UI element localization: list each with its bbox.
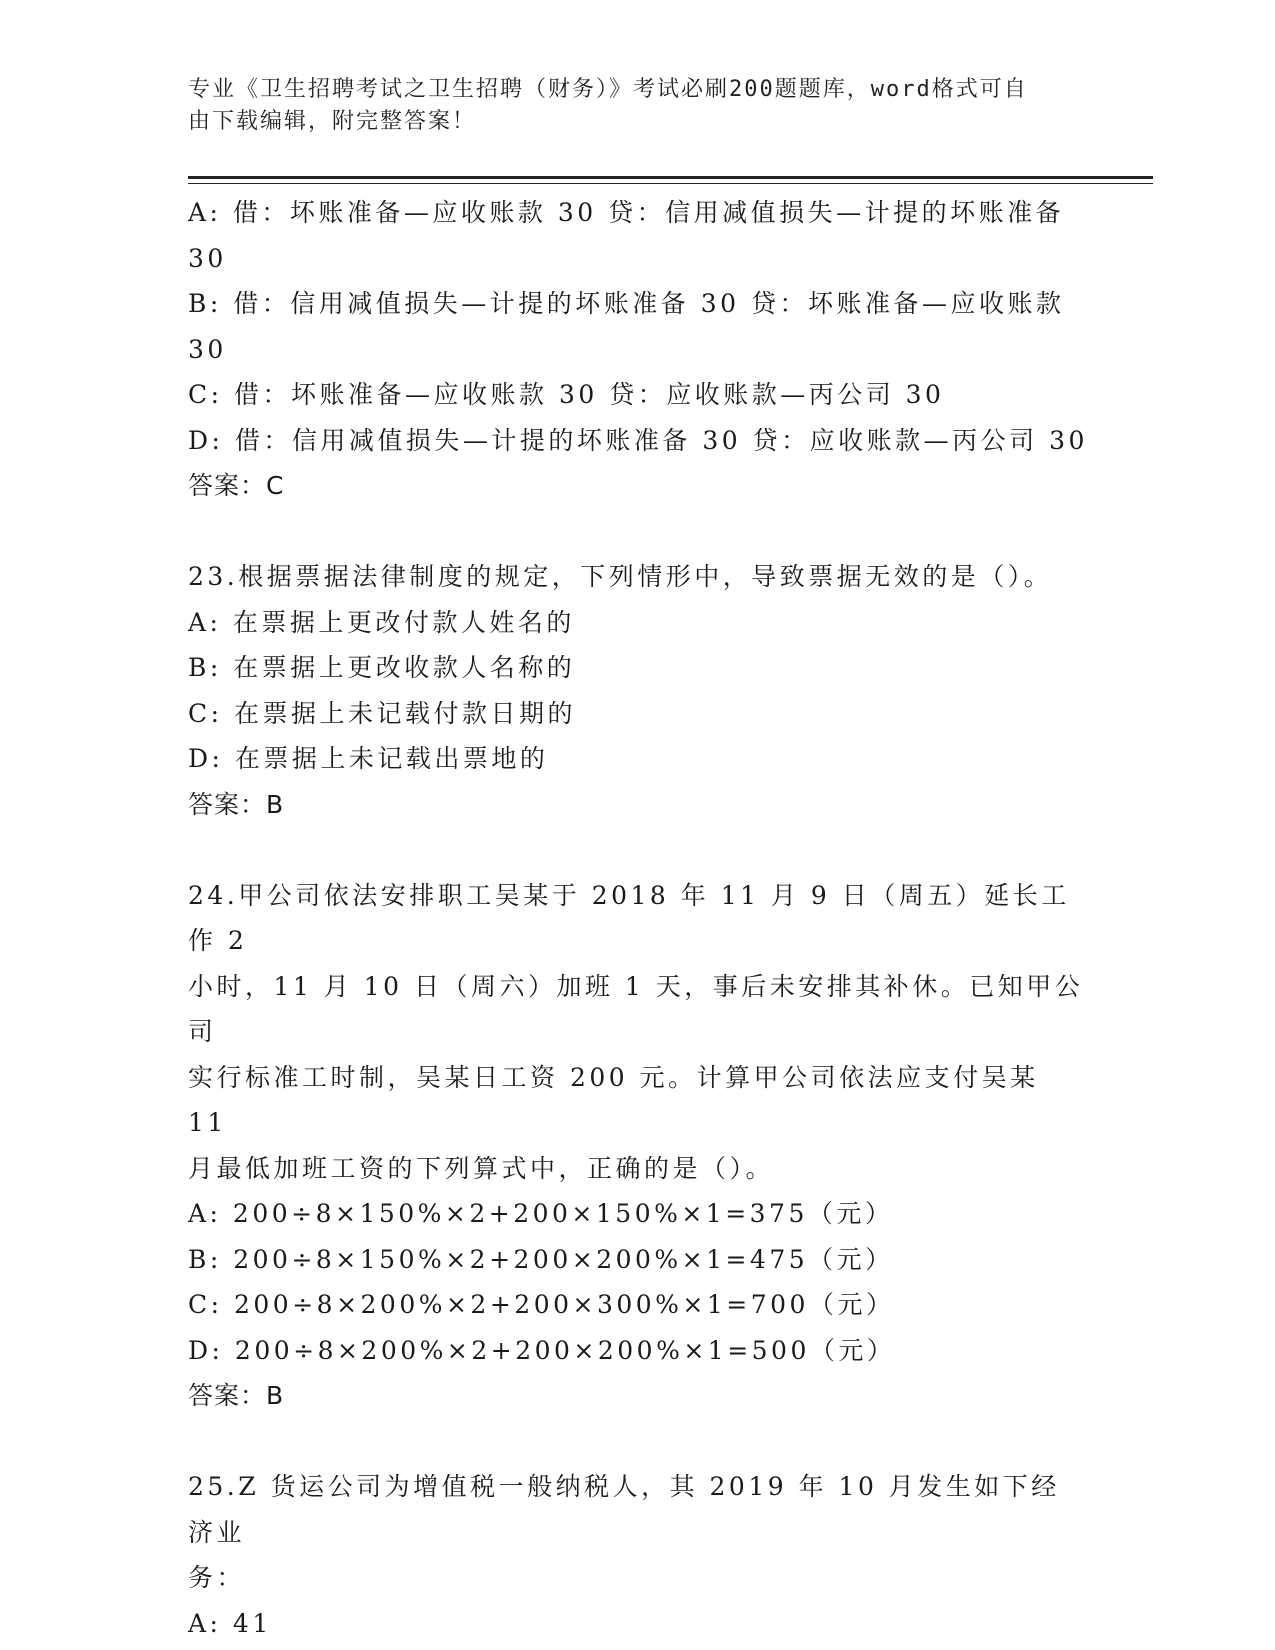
header-line-1: 专业《卫生招聘考试之卫生招聘（财务）》考试必刷200题题库，word格式可自 bbox=[188, 77, 1028, 102]
option-line: A: 41 bbox=[188, 1608, 272, 1638]
answer-line: 答案：B bbox=[188, 1381, 285, 1410]
question-24 bbox=[188, 873, 1088, 1419]
question-stem: 实行标准工时制，吴某日工资 200 元。计算甲公司依法应支付吴某 11 bbox=[188, 1062, 1051, 1137]
option-line: C: 借：坏账准备—应收账款 30 贷：应收账款—丙公司 30 bbox=[188, 380, 945, 409]
question-stem: 25.Z 货运公司为增值税一般纳税人，其 2019 年 10 月发生如下经济业 bbox=[188, 1472, 1060, 1547]
option-line: B: 借：信用减值损失—计提的坏账准备 30 贷：坏账准备—应收账款 bbox=[188, 289, 1065, 318]
option-line: A: 200÷8×150%×2+200×150%×1=375（元） bbox=[188, 1199, 894, 1228]
question-22 bbox=[188, 190, 1088, 509]
question-stem: 24.甲公司依法安排职工吴某于 2018 年 11 月 9 日（周五）延长工作 2 bbox=[188, 880, 1070, 955]
answer-line: 答案：B bbox=[188, 789, 285, 819]
question-25 bbox=[188, 1464, 1088, 1646]
option-line: A: 在票据上更改付款人姓名的 bbox=[188, 607, 575, 637]
answer-line: 答案：C bbox=[188, 471, 285, 500]
question-stem: 23.根据票据法律制度的规定，下列情形中，导致票据无效的是（）。 bbox=[188, 562, 1053, 591]
question-23 bbox=[188, 554, 1088, 827]
spacer bbox=[188, 1419, 1088, 1465]
option-line: A: 借：坏账准备—应收账款 30 贷：信用减值损失—计提的坏账准备 bbox=[188, 198, 1065, 227]
option-line: D: 200÷8×200%×2+200×200%×1=500（元） bbox=[188, 1335, 896, 1365]
option-line: B: 200÷8×150%×2+200×200%×1=475（元） bbox=[188, 1244, 894, 1274]
option-line: C: 200÷8×200%×2+200×300%×1=700（元） bbox=[188, 1290, 895, 1319]
option-line: D: 借：信用减值损失—计提的坏账准备 30 贷：应收账款—丙公司 30 bbox=[188, 425, 1088, 455]
question-stem: 小时，11 月 10 日（周六）加班 1 天，事后未安排其补休。已知甲公司 bbox=[188, 971, 1084, 1046]
document-body bbox=[188, 190, 1088, 1646]
spacer bbox=[188, 509, 1088, 555]
header-rule-thin bbox=[188, 183, 1153, 184]
header-line-2: 由下载编辑，附完整答案！ bbox=[188, 109, 477, 134]
option-line: D: 在票据上未记载出票地的 bbox=[188, 744, 549, 773]
option-line: 30 bbox=[188, 334, 227, 364]
document-header bbox=[188, 74, 1068, 138]
question-stem: 务： bbox=[188, 1563, 246, 1592]
question-stem: 月最低加班工资的下列算式中，正确的是（）。 bbox=[188, 1153, 775, 1183]
option-line: 30 bbox=[188, 243, 227, 273]
spacer bbox=[188, 827, 1088, 873]
header-rule-thick bbox=[188, 176, 1153, 179]
option-line: C: 在票据上未记载付款日期的 bbox=[188, 698, 576, 728]
option-line: B: 在票据上更改收款人名称的 bbox=[188, 653, 576, 682]
